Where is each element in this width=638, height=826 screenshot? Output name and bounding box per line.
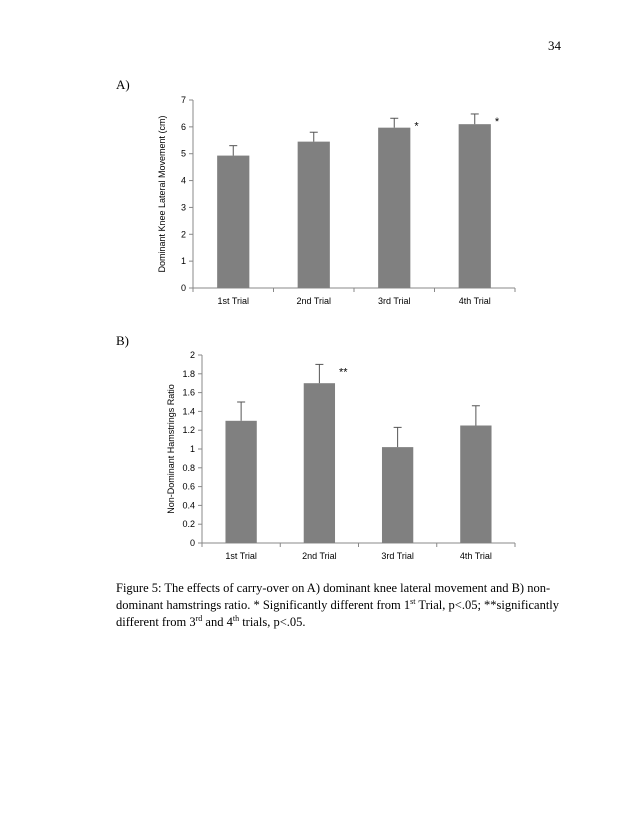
chart-a-y-axis-title: Dominant Knee Lateral Movement (cm) [157,115,167,273]
chart-b-y-tick-label: 2 [189,350,195,360]
caption-sup-3: th [232,613,240,623]
chart-b-y-tick-label: 0.2 [182,519,195,530]
chart-a-y-tick-label: 4 [180,175,186,186]
chart-b-y-tick-label: 1.8 [182,368,195,379]
chart-b-y-tick-label: 0.8 [182,462,195,473]
chart-a-y-tick-label: 6 [180,121,186,132]
chart-b-y-tick-label: 1.2 [182,425,195,436]
chart-b-y-tick-label: 0 [189,538,195,548]
chart-b-category-label: 2nd Trial [302,551,337,561]
chart-b-category-label: 3rd Trial [381,551,414,561]
chart-b-y-tick-label: 0.6 [182,481,195,492]
panel-label-b: B) [116,333,129,348]
chart-b-bar [304,383,335,543]
chart-a-category-label: 1st Trial [217,296,250,306]
chart-a-category-label: 2nd Trial [296,296,332,306]
chart-b-category-label: 4th Trial [459,551,492,561]
caption-sup-2: rd [195,613,203,623]
chart-a-category-label: 3rd Trial [377,296,411,306]
chart-b-bar [382,447,413,543]
chart-b-significance-marker: ** [339,366,348,379]
caption-text-4: trials, p<.05. [239,615,306,629]
chart-b-y-tick-label: 0.4 [182,500,195,511]
chart-b-y-tick-label: 1.4 [182,406,195,417]
caption-text-3: and 4 [202,615,233,629]
caption-text-1: Figure 5: The effects of carry-over on A) dominant knee lateral movement and B) non-dominant hamstrings ratio. * Significantly different from 1 [116,581,551,612]
page-number: 34 [548,38,561,53]
panel-label-a: A) [116,77,130,92]
chart-a-y-tick-label: 7 [180,95,186,105]
figure-caption [116,580,566,631]
chart-a-significance-marker: * [414,120,419,133]
chart-a-y-tick-label: 2 [180,229,186,240]
chart-b-y-axis-title: Non-Dominant Hamstrings Ratio [166,384,176,514]
caption-sup-1: st [410,596,416,606]
chart-a-y-tick-label: 0 [180,283,186,293]
chart-a-category-label: 4th Trial [458,296,491,306]
chart-b-category-label: 1st Trial [225,551,257,561]
chart-a-y-tick-label: 3 [180,202,186,213]
chart-a-y-tick-label: 5 [180,148,186,159]
chart-b-y-tick-label: 1.6 [182,387,195,398]
caption-text-2: Trial, p<.05; **significantly different from 3 [116,598,560,629]
chart-b-bar [225,421,256,543]
chart-b-y-tick-label: 1 [189,444,195,454]
chart-a-significance-marker: * [494,115,500,128]
chart-b-bar [460,426,491,544]
chart-a-y-tick-label: 1 [180,256,186,267]
